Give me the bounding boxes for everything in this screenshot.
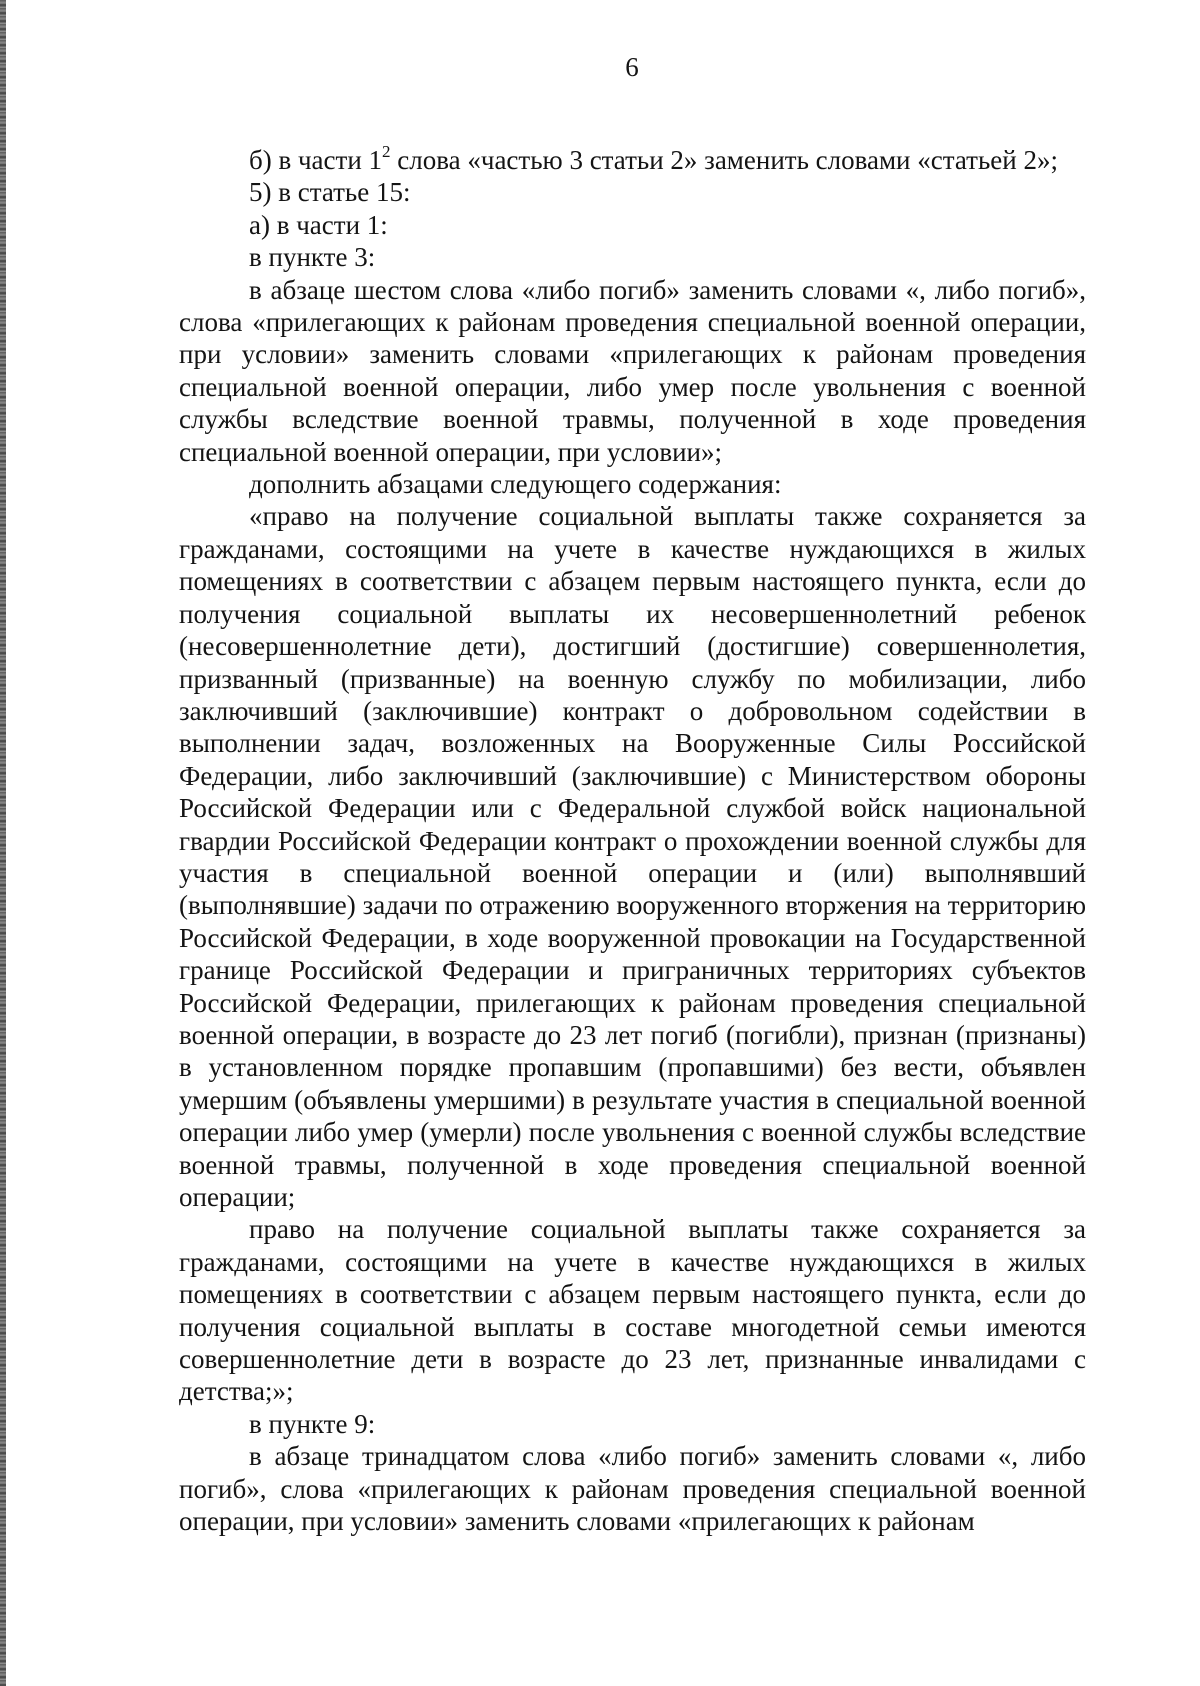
scan-edge bbox=[0, 0, 6, 1686]
paragraph-1-text-end: слова «частью 3 статьи 2» заменить словами «статьей 2»; bbox=[390, 145, 1058, 175]
paragraph-3: а) в части 1: bbox=[249, 209, 388, 240]
paragraph-7: «право на получение социальной выплаты также сохраняется за гражданами, состоящими на учете в качестве нуждающихся в жилых помещениях в соответствии с абзацем первым настоящего пункта, если до получения социальной выплаты их несовершеннолетний ребенок (несовершеннолетние дети), достигший (достигшие) совершеннолетия, призванный (призванные) на военную службу по мобилизации, либо заключивший (заключившие) контракт о добровольном содействии в выполнении задач, возложенных на Вооруженные Силы Российской Федерации, либо заключивший (заключившие) с Министерством обороны Российской Федерации или с Федеральной службой войск национальной гвардии Российской Федерации контракт о прохождении военной службы для участия в специальной военной операции и (или) выполнявший (выполнявшие) задачи по отражению вооруженного вторжения на территорию Российской Федерации, в ходе вооруженной провокации на Государственной границе Российской Федерации и приграничных территориях субъектов Российской Федерации, прилегающих к районам проведения специальной военной операции, в возрасте до 23 лет погиб (погибли), признан (признаны) в установленном порядке пропавшим (пропавшими) без вести, объявлен умершим (объявлены умершими) в результате участия в специальной военной операции либо умер (умерли) после увольнения с военной службы вследствие военной травмы, полученной в ходе проведения специальной военной операции; bbox=[179, 501, 1086, 1212]
paragraph-10: в абзаце тринадцатом слова «либо погиб» заменить словами «, либо погиб», слова «прилегающих к районам проведения специальной военной операции, при условии» заменить словами «прилегающих к районам bbox=[179, 1441, 1086, 1537]
page-number: 6 bbox=[625, 52, 639, 82]
paragraph-8: право на получение социальной выплаты также сохраняется за гражданами, состоящими на учете в качестве нуждающихся в жилых помещениях в соответствии с абзацем первым настоящего пункта, если до получения социальной выплаты в составе многодетной семьи имеются совершеннолетние дети в возрасте до 23 лет, признанные инвалидами с детства;»; bbox=[179, 1214, 1086, 1407]
paragraph-9: в пункте 9: bbox=[249, 1408, 376, 1439]
paragraph-5: в абзаце шестом слова «либо погиб» заменить словами «, либо погиб», слова «прилегающих к районам проведения специальной военной операции, при условии» заменить словами «прилегающих к районам проведения специальной военной операции, либо умер после увольнения с военной службы вследствие военной травмы, полученной в ходе проведения специальной военной операции, при условии»; bbox=[179, 274, 1086, 467]
paragraph-6: дополнить абзацами следующего содержания: bbox=[249, 469, 782, 500]
paragraph-4: в пункте 3: bbox=[249, 242, 376, 273]
paragraph-2: 5) в статье 15: bbox=[249, 177, 411, 208]
paragraph-1 bbox=[179, 144, 1086, 176]
paragraph-1-text-start: б) в части 1 bbox=[249, 145, 383, 175]
document-body bbox=[179, 144, 1086, 1537]
superscript: 2 bbox=[382, 142, 391, 161]
